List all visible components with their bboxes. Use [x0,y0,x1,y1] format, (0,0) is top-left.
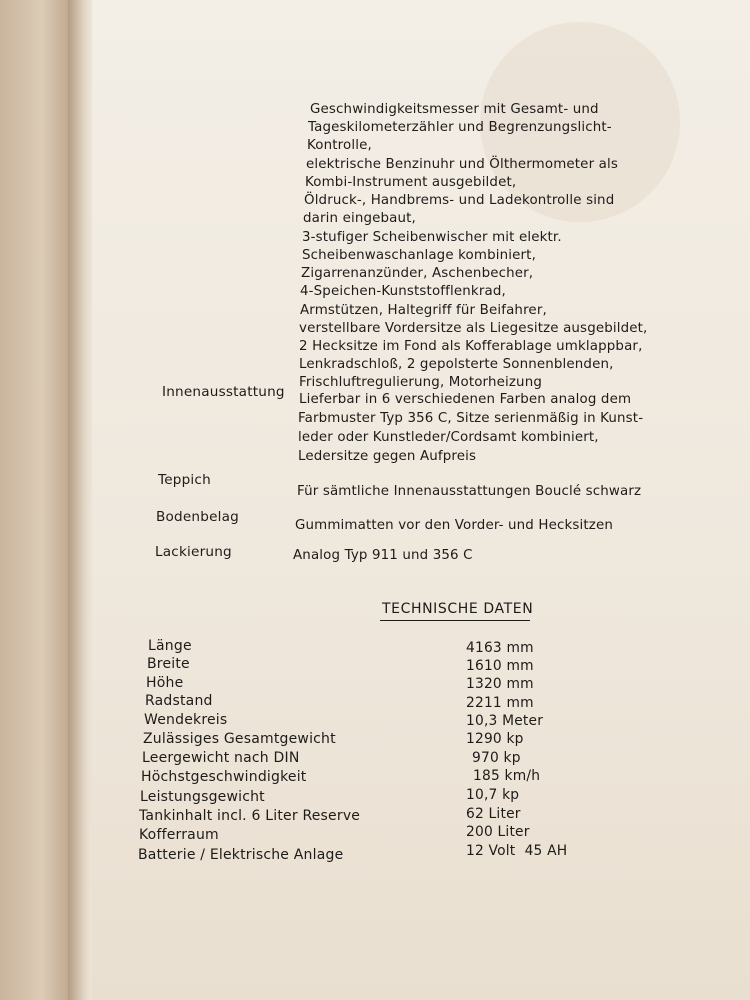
spec-value: 1610 mm [466,658,534,674]
spec-label: Höchstgeschwindigkeit [141,769,307,785]
spec-label: Kofferraum [139,827,219,843]
feature-line: Geschwindigkeitsmesser mit Gesamt- und [310,102,599,117]
spec-value: 4163 mm [466,640,534,656]
spec-label: Zulässiges Gesamtgewicht [143,731,336,747]
spec-label: Batterie / Elektrische Anlage [138,847,344,863]
section-label: Bodenbelag [156,509,239,525]
spec-label: Tankinhalt incl. 6 Liter Reserve [139,808,361,824]
spec-label: Länge [148,638,192,654]
feature-line: Tageskilometerzähler und Begrenzungslicht- [308,120,612,135]
spec-label: Leergewicht nach DIN [142,750,300,766]
feature-line: 3-stufiger Scheibenwischer mit elektr. [302,230,562,245]
feature-line: verstellbare Vordersitze als Liegesitze ausgebildet, [299,321,648,336]
section-line: leder oder Kunstleder/Cordsamt kombiniert, [298,430,599,445]
feature-line: Scheibenwaschanlage kombiniert, [302,248,536,263]
spec-label: Leistungsgewicht [140,789,265,805]
spec-value: 200 Liter [466,824,530,840]
spec-value: 12 Volt 45 AH [466,843,568,859]
spec-label: Radstand [145,693,213,709]
section-line: Lieferbar in 6 verschiedenen Farben analog dem [299,392,632,407]
spec-label: Wendekreis [144,712,228,728]
section-line: Ledersitze gegen Aufpreis [298,449,477,464]
feature-line: Kontrolle, [307,138,372,153]
spec-value: 62 Liter [466,806,521,822]
section-label: Lackierung [155,544,232,560]
feature-line: Lenkradschloß, 2 gepolsterte Sonnenblenden, [299,357,614,372]
section-line: Farbmuster Typ 356 C, Sitze serienmäßig in Kunst- [298,411,644,426]
spec-value: 10,7 kp [466,787,520,803]
feature-line: Kombi-Instrument ausgebildet, [305,175,517,190]
spec-label: Höhe [146,675,184,691]
spec-value: 1320 mm [466,676,534,692]
feature-line: 2 Hecksitze im Fond als Kofferablage umklappbar, [299,339,643,354]
facing-page-edge [0,0,70,1000]
feature-line: Öldruck-, Handbrems- und Ladekontrolle sind [304,193,615,208]
spec-value: 10,3 Meter [466,713,544,729]
feature-line: Frischluftregulierung, Motorheizung [299,375,542,390]
technical-data-title: TECHNISCHE DATEN [382,601,534,617]
section-line: Für sämtliche Innenausstattungen Bouclé schwarz [297,484,642,499]
title-underline [380,620,530,621]
feature-line: Zigarrenanzünder, Aschenbecher, [301,266,534,281]
feature-line: 4-Speichen-Kunststofflenkrad, [300,284,506,299]
spec-value: 1290 kp [466,731,524,747]
section-label: Innenausstattung [162,384,285,400]
document-page [92,0,750,1000]
spec-label: Breite [147,656,190,672]
book-gutter [68,0,94,1000]
section-line: Gummimatten vor den Vorder- und Hecksitzen [295,518,613,533]
spec-value: 185 km/h [473,768,541,784]
feature-line: elektrische Benzinuhr und Ölthermometer als [306,157,618,172]
spec-value: 970 kp [472,750,521,766]
feature-line: darin eingebaut, [303,211,416,226]
spec-value: 2211 mm [466,695,534,711]
section-label: Teppich [158,472,211,488]
feature-line: Armstützen, Haltegriff für Beifahrer, [300,303,547,318]
section-line: Analog Typ 911 und 356 C [293,548,473,563]
